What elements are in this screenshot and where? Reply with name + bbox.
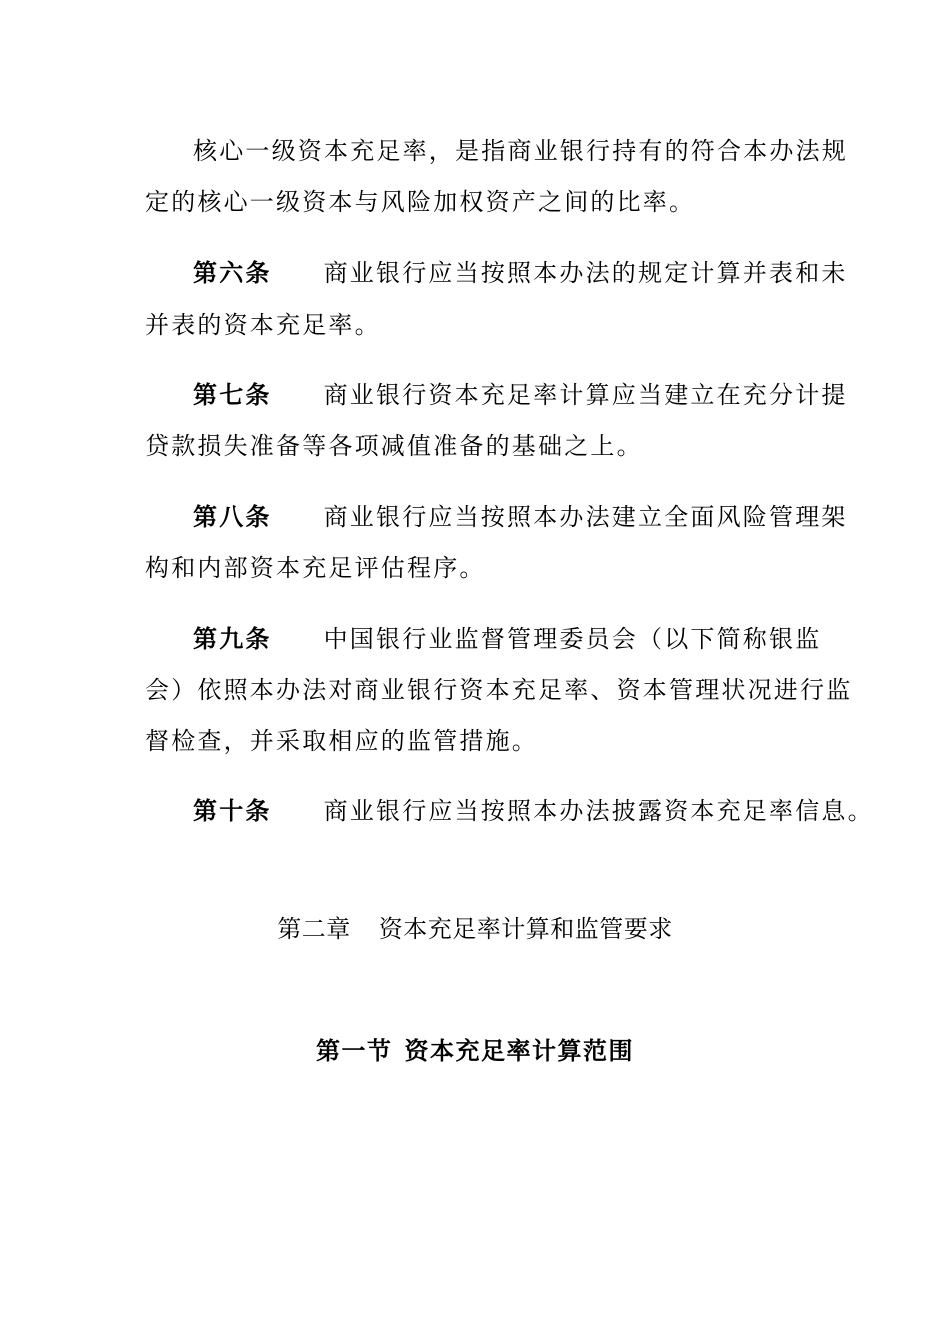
section-heading bbox=[0, 1036, 950, 1066]
article-10-line-1 bbox=[193, 796, 874, 826]
chapter-heading bbox=[0, 914, 950, 944]
article-7-line-1 bbox=[193, 380, 848, 410]
article-6-label: 第六条 bbox=[193, 259, 272, 287]
article-7-text-1: 商业银行资本充足率计算应当建立在充分计提 bbox=[323, 381, 848, 409]
article-6-line-2: 并表的资本充足率。 bbox=[145, 311, 381, 339]
article-9-label: 第九条 bbox=[193, 625, 272, 653]
section-title: 资本充足率计算范围 bbox=[404, 1037, 634, 1065]
article-7-line-2: 贷款损失准备等各项减值准备的基础之上。 bbox=[145, 432, 643, 460]
article-9-line-2: 会）依照本办法对商业银行资本充足率、资本管理状况进行监 bbox=[145, 676, 853, 704]
article-9-line-1 bbox=[193, 624, 821, 654]
article-7-label: 第七条 bbox=[193, 381, 272, 409]
intro-paragraph-line-1: 核心一级资本充足率，是指商业银行持有的符合本办法规 bbox=[193, 137, 848, 165]
article-10-label: 第十条 bbox=[193, 797, 272, 825]
article-10-text-1: 商业银行应当按照本办法披露资本充足率信息。 bbox=[323, 797, 874, 825]
chapter-title: 资本充足率计算和监管要求 bbox=[378, 915, 673, 943]
article-9-line-3: 督检查，并采取相应的监管措施。 bbox=[145, 727, 538, 755]
article-6-text-1: 商业银行应当按照本办法的规定计算并表和未 bbox=[323, 259, 848, 287]
article-8-label: 第八条 bbox=[193, 503, 272, 531]
article-8-text-1: 商业银行应当按照本办法建立全面风险管理架 bbox=[323, 503, 848, 531]
article-8-line-1 bbox=[193, 502, 848, 532]
intro-paragraph-line-2: 定的核心一级资本与风险加权资产之间的比率。 bbox=[145, 188, 696, 216]
article-9-text-1: 中国银行业监督管理委员会（以下简称银监 bbox=[323, 625, 822, 653]
section-number: 第一节 bbox=[316, 1037, 393, 1065]
article-6-line-1 bbox=[193, 258, 848, 288]
chapter-number: 第二章 bbox=[277, 915, 351, 943]
article-8-line-2: 构和内部资本充足评估程序。 bbox=[145, 554, 486, 582]
